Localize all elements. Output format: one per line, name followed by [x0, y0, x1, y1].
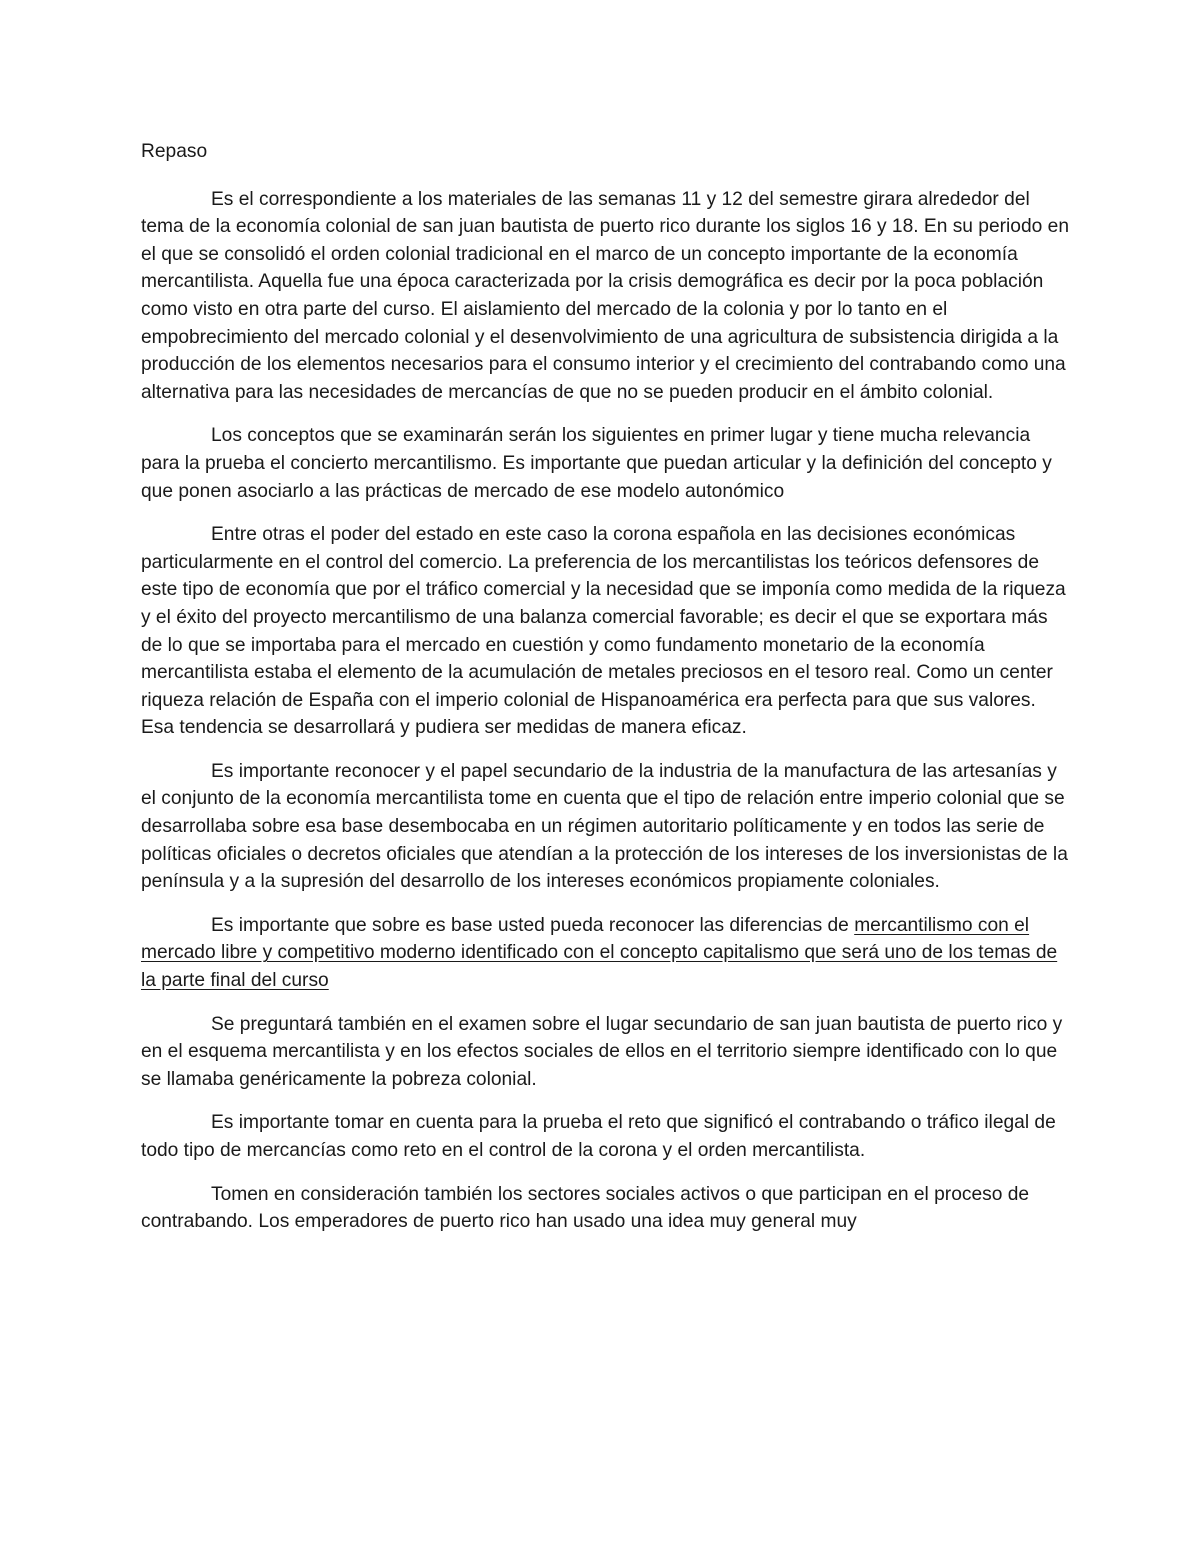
paragraph-8: Tomen en consideración también los sectores sociales activos o que participan en el proceso de contrabando. Los emperadores de puerto rico han usado una idea muy general muy: [141, 1183, 1030, 1233]
paragraph-1: Es el correspondiente a los materiales de las semanas 11 y 12 del semestre girara alrededor del tema de la economía colonial de san juan bautista de puerto rico durante los siglos 16 y 18. En su periodo en el que se consolidó el orden colonial tradicional en el marco de un concepto importante de la economía mercantilista. Aquella fue una época caracterizada por la crisis demográfica es decir por la poca población como visto en otra parte del curso. El aislamiento del mercado de la colonia y por lo tanto en el empobrecimiento del mercado colonial y el desenvolvimiento de una agricultura de subsistencia dirigida a la producción de los elementos necesarios para el consumo interior y el crecimiento del contrabando como una alternativa para las necesidades de mercancías de que no se pueden producir en el ámbito colonial.: [141, 188, 1069, 403]
paragraph-6: Se preguntará también en el examen sobre el lugar secundario de san juan bautista de puerto rico y en el esquema mercantilista y en los efectos sociales de ellos en el territorio siempre identificado con lo que se llamaba genéricamente la pobreza colonial.: [141, 1013, 1063, 1090]
paragraph-2: Los conceptos que se examinarán serán los siguientes en primer lugar y tiene mucha relevancia para la prueba el concierto mercantilismo. Es importante que puedan articular y la definición del concepto y que ponen asociarlo a las prácticas de mercado de ese modelo autonómico: [141, 425, 1052, 502]
paragraph-7: Es importante tomar en cuenta para la prueba el reto que significó el contrabando o tráfico ilegal de todo tipo de mercancías como reto en el control de la corona y el orden mercantilista.: [141, 1112, 1056, 1161]
paragraph-5-text: Es importante que sobre es base usted pueda reconocer las diferencias de: [211, 914, 855, 936]
paragraph-4: Es importante reconocer y el papel secundario de la industria de la manufactura de las artesanías y el conjunto de la economía mercantilista tome en cuenta que el tipo de relación entre imperio colonial que se desarrollaba sobre esa base desembocaba en un régimen autoritario políticamente y en todos las serie de políticas oficiales o decretos oficiales que atendían a la protección de los intereses de los inversionistas de la península y a la supresión del desarrollo de los intereses económicos propiamente coloniales.: [141, 760, 1068, 893]
paragraph-3: Entre otras el poder del estado en este caso la corona española en las decisiones económicas particularmente en el control del comercio. La preferencia de los mercantilistas los teóricos defensores de este tipo de economía que por el tráfico comercial y la necesidad que se imponía como medida de la riqueza y el éxito del proyecto mercantilismo de una balanza comercial favorable; es decir el que se exportara más de lo que se importaba para el mercado en cuestión y como fundamento monetario de la economía mercantilista estaba el elemento de la acumulación de metales preciosos en el tesoro real. Como un center riqueza relación de España con el imperio colonial de Hispanoamérica era perfecta para que sus valores. Esa tendencia se desarrollará y pudiera ser medidas de manera eficaz.: [141, 524, 1066, 739]
document-title: Repaso: [141, 141, 208, 162]
paragraph-5-underlined-text: mercantilismo con el mercado libre y competitivo moderno identificado con el concepto capitalismo que será uno de los temas de la parte final del curso: [141, 914, 1058, 992]
document-body: [141, 138, 1071, 1252]
paragraph-5: [141, 912, 1071, 995]
